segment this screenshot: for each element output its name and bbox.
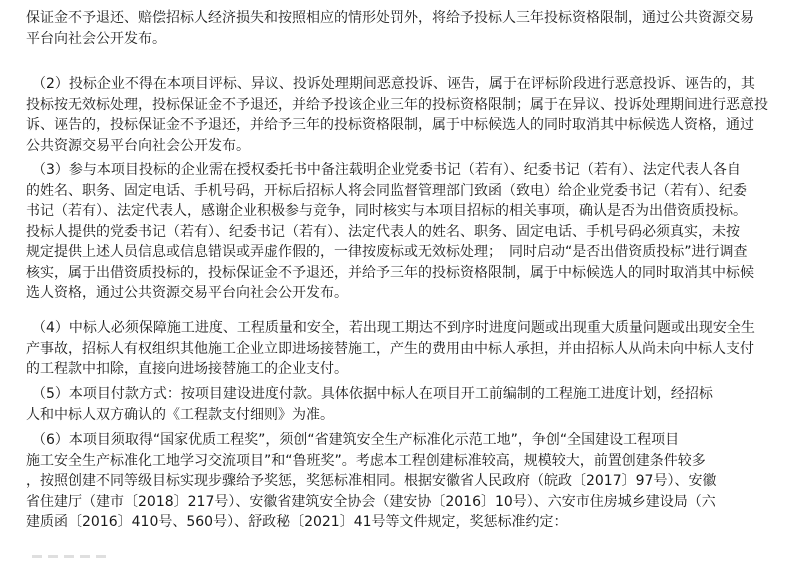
text-line: 人和中标人双方确认的《工程款支付细则》为准。 <box>26 406 334 423</box>
text-line: （3）参与本项目投标的企业需在授权委托书中备注载明企业党委书记（若有）、纪委书记（若有）、法定代表人各自 <box>32 162 741 178</box>
text-line: 书记（若有）、法定代表人，感谢企业积极参与竞争，同时核实与本项目招标的相关事项，确认是否为出借资质投标。 <box>26 203 747 219</box>
text-line: 诉、诬告的，投标保证金不予退还，并给予三年的投标资格限制，属于中标候选人的同时取消其中标候选人资格，通过 <box>26 117 754 133</box>
text-line: （4）中标人必须保障施工进度、工程质量和安全，若出现工期达不到序时进度问题或出现重大质量问题或出现安全生 <box>32 320 755 336</box>
paragraph-5-payment-method <box>26 384 778 425</box>
paragraph-4-construction-safety <box>26 318 778 380</box>
text-line: （2）投标企业不得在本项目评标、异议、投诉处理期间恶意投诉、诬告，属于在评标阶段进行恶意投诉、诬告的，其 <box>32 76 755 92</box>
text-line: （6）本项目须取得“国家优质工程奖”，须创“省建筑安全生产标准化示范工地”，争创“全国建设工程项目 <box>32 432 680 448</box>
text-line: 平台向社会公开发布。 <box>26 30 166 47</box>
paragraph-6-awards-requirement <box>26 430 778 533</box>
text-line: 投标按无效标处理，投标保证金不予退还，并给予投该企业三年的投标资格限制；属于在异议、投诉处理期间进行恶意投 <box>26 96 768 113</box>
paragraph-2-malicious-complaint <box>26 74 778 156</box>
text-line: 核实，属于出借资质投标的，投标保证金不予退还，并给予三年的投标资格限制，属于中标候选人的同时取消其中标候 <box>26 264 754 281</box>
text-line: 选人资格，通过公共资源交易平台向社会公开发布。 <box>26 285 348 301</box>
text-line: 保证金不予退还、赔偿招标人经济损失和按照相应的情形处罚外，将给予投标人三年投标资格限制，通过公共资源交易 <box>26 10 754 26</box>
text-line: 规定提供上述人员信息或信息错误或弄虚作假的，一律按废标或无效标处理； 同时启动“是否出借资质投标”进行调查 <box>26 244 748 260</box>
text-line: ，按照创建不同等级目标实现步骤给予奖惩，奖惩标准相同。根据安徽省人民政府（皖政〔2017〕97号）、安徽 <box>26 473 717 489</box>
paragraph-3-authorization-verification <box>26 160 778 304</box>
text-line: 省住建厅（建市〔2018〕217号）、安徽省建筑安全协会（建安协〔2016〕10号）、六安市住房城乡建设局（六 <box>26 493 716 510</box>
text-line: （5）本项目付款方式：按项目建设进度付款。具体依据中标人在项目开工前编制的工程施工进度计划，经招标 <box>32 386 713 402</box>
paragraph-1-continuation <box>26 8 778 49</box>
text-line: 产事故，招标人有权组织其他施工企业立即进场接替施工，产生的费用由中标人承担，并由招标人从尚未向中标人支付 <box>26 340 754 357</box>
cut-off-next-line <box>32 548 152 558</box>
text-line: 施工安全生产标准化工地学习交流项目”和“鲁班奖”。考虑本工程创建标准较高，规模较大，前置创建条件较多 <box>26 452 706 469</box>
text-line: 的工程款中扣除，直接向进场接替施工的企业支付。 <box>26 361 348 377</box>
text-line: 的姓名、职务、固定电话、手机号码，开标后招标人将会同监督管理部门致函（致电）给企业党委书记（若有）、纪委 <box>26 182 747 199</box>
text-line: 公共资源交易平台向社会公开发布。 <box>26 137 250 154</box>
text-line: 建质函〔2016〕410号、560号）、舒政秘〔2021〕41号等文件规定，奖惩标准约定： <box>26 514 568 530</box>
text-line: 投标人提供的党委书记（若有）、纪委书记（若有）、法定代表人的姓名、职务、固定电话、手机号码必须真实，未按 <box>26 223 740 240</box>
